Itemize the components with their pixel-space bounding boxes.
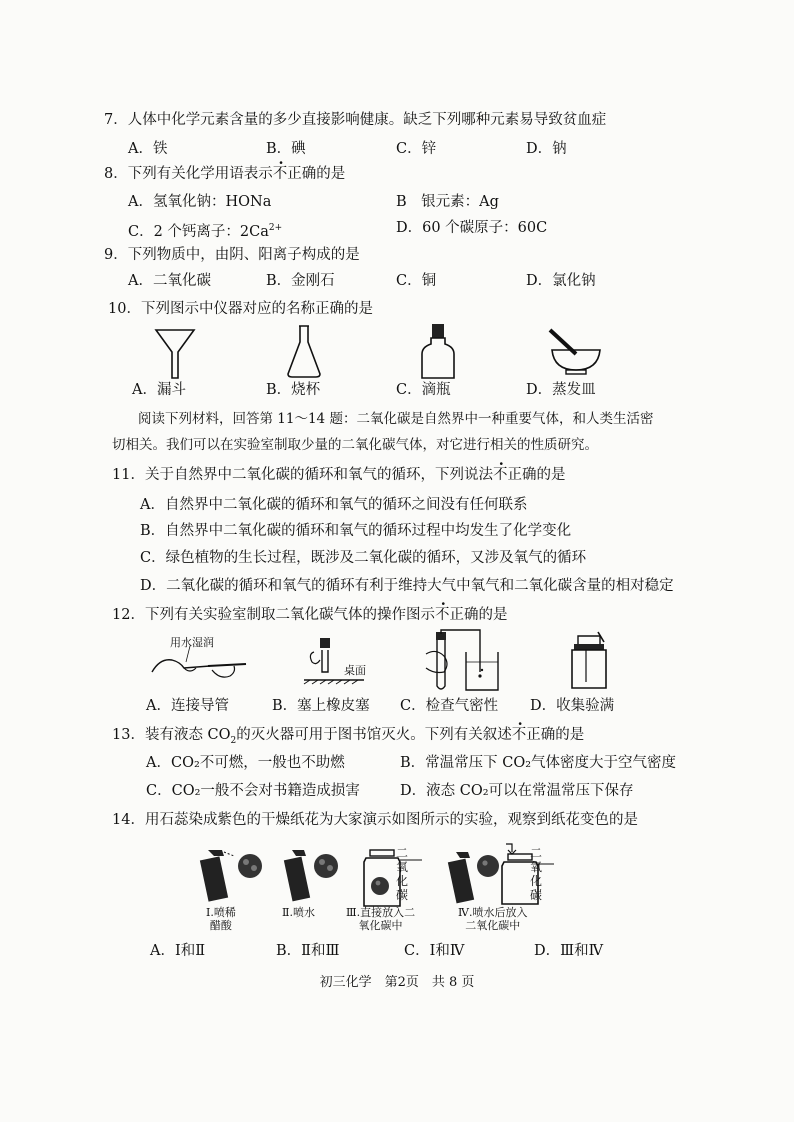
q8-option-b: B 银元素：Ag [396,194,499,210]
q8-option-a: A．氢氧化钠：HONa [128,194,272,210]
q12-option-d: D．收集验满 [530,698,615,714]
q12-option-b: B．塞上橡皮塞 [272,698,370,714]
q7-option-b: B．碘 [266,141,306,157]
mortar-figure [546,324,606,380]
flask-figure [284,322,324,384]
q7-stem: 7．人体中化学元素含量的多少直接影响健康。缺乏下列哪种元素易导致贫血症 [104,112,607,128]
q8-option-d: D．60 个碳原子：60C [396,220,548,236]
q11-option-c: C．绿色植物的生长过程，既涉及二氧化碳的循环，又涉及氧气的循环 [140,550,587,566]
gas-bottle-icon [560,630,620,692]
airtight-check-figure [422,628,512,698]
q10-option-b: B．烧杯 [266,382,321,398]
q11-option-b: B．自然界中二氧化碳的循环和氧气的循环过程中均发生了化学变化 [140,523,572,539]
q13-option-a: A．CO₂不可燃，一般也不助燃 [146,755,345,771]
spray-bottle-flower-icon [286,846,346,902]
q14-option-d: D．Ⅲ和Ⅳ [534,943,604,959]
q12-option-a: A．连接导管 [146,698,229,714]
q7-option-d: D．钠 [526,141,567,157]
spray-bottle-flower-icon [200,846,270,902]
reading-line-1: 阅读下列材料，回答第 11～14 题：二氧化碳是自然界中一种重要气体，和人类生活密 [138,411,654,427]
q13-option-d: D．液态 CO₂可以在常温常压下保存 [400,783,634,799]
q10-option-d: D．蒸发皿 [526,382,596,398]
q12-stem: 12．下列有关实验室制取二氧化碳气体的操作图示不正确的是 [112,607,508,623]
fig1-label: Ⅰ.喷稀 醋酸 [206,906,236,932]
q9-option-b: B．金刚石 [266,273,335,289]
q13-option-b: B．常温常压下 CO₂气体密度大于空气密度 [400,755,677,771]
reading-line-2: 切相关。我们可以在实验室制取少量的二氧化碳气体，对它进行相关的性质研究。 [112,437,598,453]
emphasis-dot: 不 [492,467,508,483]
q14-option-a: A．Ⅰ和Ⅱ [150,943,206,959]
q10-option-a: A．漏斗 [132,382,186,398]
collect-full-figure [560,630,620,696]
q9-option-d: D．氯化钠 [526,273,596,289]
q13-option-c: C．CO₂一般不会对书籍造成损害 [146,783,360,799]
page-footer: 初三化学 第2页 共 8 页 [319,975,475,990]
q9-option-c: C．铜 [396,273,437,289]
q14-option-c: C．Ⅰ和Ⅳ [404,943,465,959]
q11-option-d: D．二氧化碳的循环和氧气的循环有利于维持大气中氧气和二氧化碳含量的相对稳定 [140,578,674,594]
q7-option-c: C．锌 [396,141,437,157]
q14-option-b: B．Ⅱ和Ⅲ [276,943,340,959]
emphasis-dot: 不 [511,727,527,743]
co2-label-jar3: 二 氧 化 碳 [396,846,409,902]
q8-stem: 8．下列有关化学用语表示不正确的是 [104,166,346,182]
co2-label-jar4: 二 氧 化 碳 [530,846,543,902]
airtightness-check-icon [422,628,512,694]
fig4-label: Ⅳ.喷水后放入 二氧化碳中 [458,906,528,932]
q9-option-a: A．二氧化碳 [128,273,211,289]
q11-option-a: A．自然界中二氧化碳的循环和氧气的循环之间没有任何联系 [140,497,528,513]
q7-option-a: A．铁 [128,141,168,157]
q10-option-c: C．滴瓶 [396,382,451,398]
dropper-bottle-icon [418,322,458,382]
dropper-bottle-figure [418,322,458,386]
test-tube-stopper-icon [300,632,370,694]
q13-stem: 13．装有液态 $CO_2$的灭火器可用于图书馆灭火。下列有关叙述不正确的是 [112,727,585,746]
mortar-pestle-icon [546,324,606,376]
spray-then-jar-figure [450,842,560,910]
fig2-label: Ⅱ.喷水 [282,906,315,919]
spray-vinegar-figure [200,846,270,906]
emphasis-dot: 不 [272,166,288,182]
funnel-figure [150,322,200,384]
funnel-icon [150,322,200,380]
q8-option-c: C．2 个钙离子：$2Ca^{2+}$ [128,223,283,240]
spray-and-jar-icon [450,842,560,906]
q12-option-c: C．检查气密性 [400,698,499,714]
fig-b-label: 桌面 [344,664,366,677]
fig3-label: Ⅲ.直接放入二 氧化碳中 [346,906,416,932]
fig-a-label: 用水湿润 [170,636,214,649]
q11-stem: 11．关于自然界中二氧化碳的循环和氧气的循环，下列说法不正确的是 [112,467,566,483]
emphasis-dot: 不 [434,607,450,623]
q14-stem: 14．用石蕊染成紫色的干燥纸花为大家演示如图所示的实验，观察到纸花变色的是 [112,812,638,828]
spray-water-figure [286,846,346,906]
conical-flask-icon [284,322,324,380]
q10-stem: 10．下列图示中仪器对应的名称正确的是 [108,301,373,317]
q9-stem: 9．下列物质中，由阴、阳离子构成的是 [104,247,360,263]
